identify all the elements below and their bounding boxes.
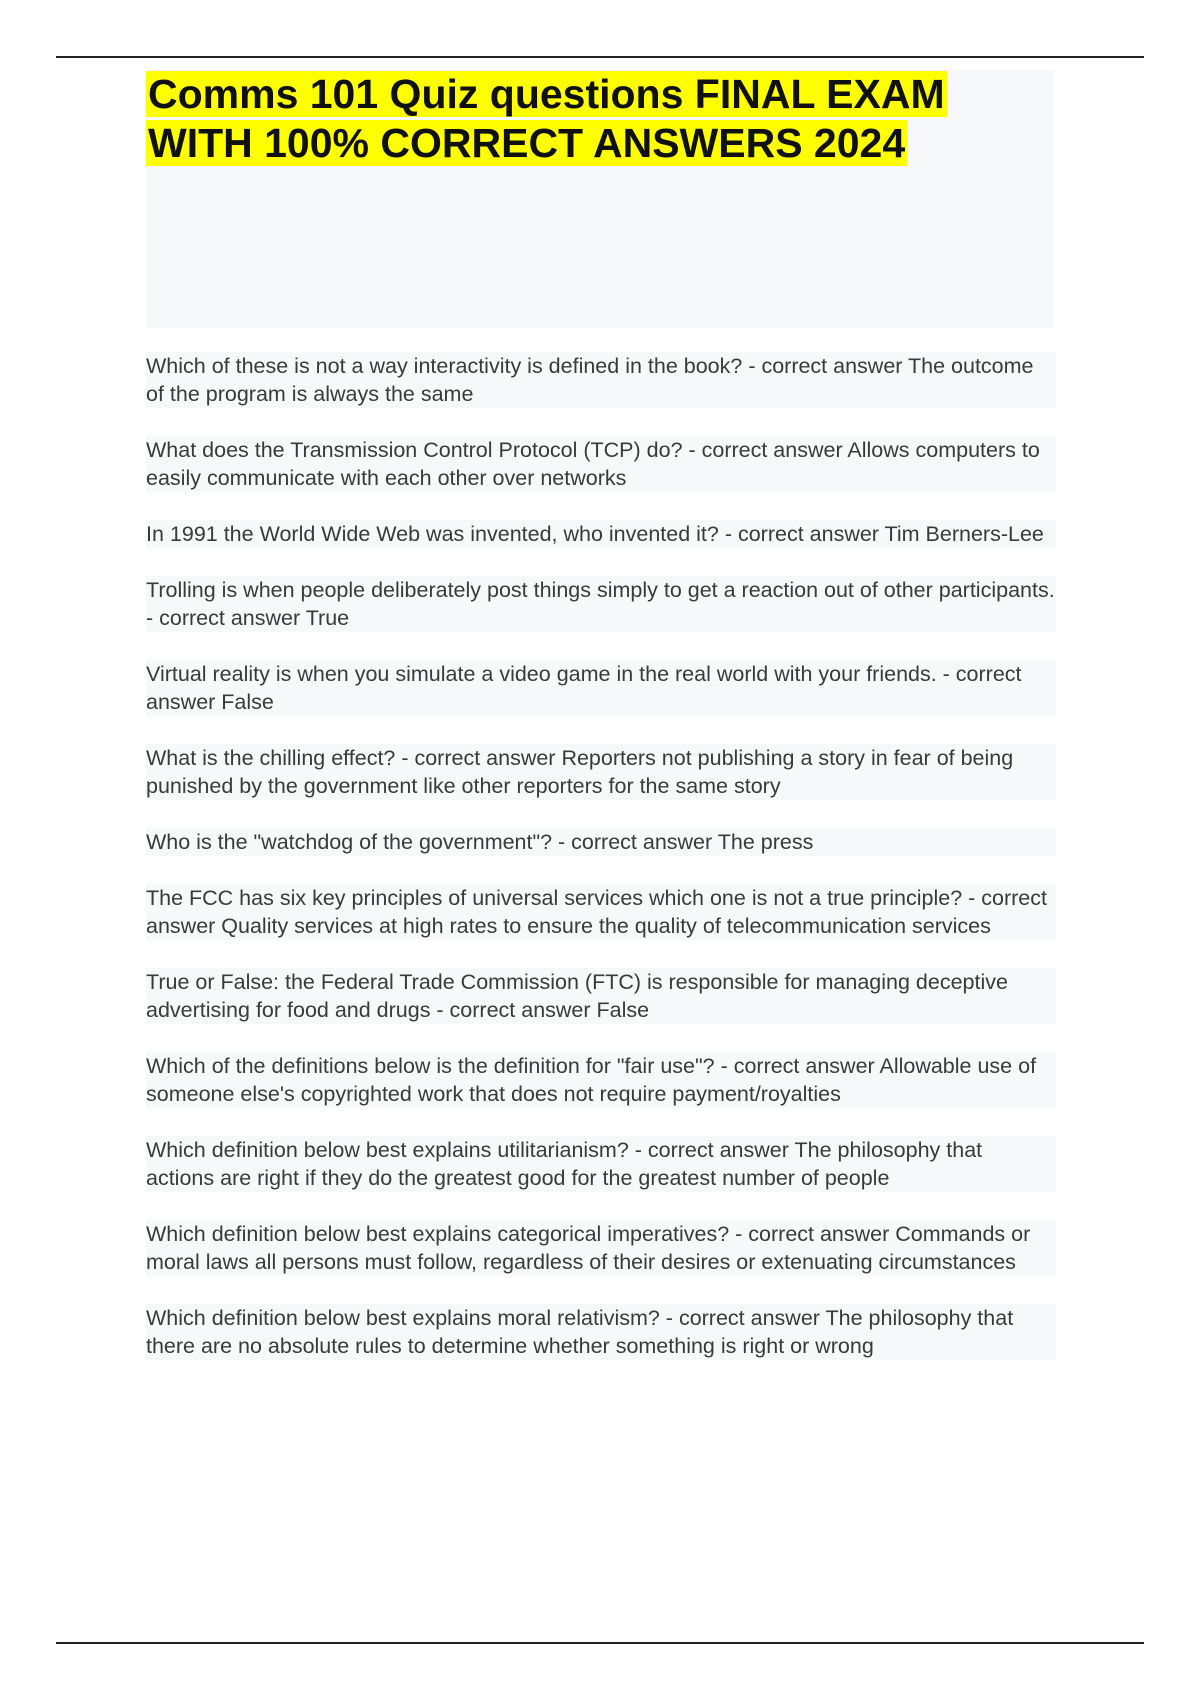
page-title — [146, 70, 1054, 168]
qa-item-10: Which of the definitions below is the definition for "fair use"? - correct answer Allowable use of someone else's copyrighted work that does not require payment/royalties — [146, 1052, 1056, 1108]
qa-item-9: True or False: the Federal Trade Commission (FTC) is responsible for managing deceptive advertising for food and drugs - correct answer False — [146, 968, 1056, 1024]
qa-item-1: Which of these is not a way interactivity is defined in the book? - correct answer The outcome of the program is always the same — [146, 352, 1056, 408]
qa-item-5: Virtual reality is when you simulate a video game in the real world with your friends. - correct answer False — [146, 660, 1056, 716]
qa-list — [146, 352, 1056, 1388]
qa-item-4: Trolling is when people deliberately post things simply to get a reaction out of other participants. - correct answer True — [146, 578, 1055, 630]
top-rule — [56, 56, 1144, 58]
title-block — [146, 70, 1054, 328]
qa-item-3: In 1991 the World Wide Web was invented, who invented it? - correct answer Tim Berners-Lee — [146, 520, 1056, 548]
bottom-rule — [56, 1642, 1144, 1644]
qa-item-8: The FCC has six key principles of universal services which one is not a true principle? - correct answer Quality services at high rates to ensure the quality of telecommunication services — [146, 884, 1056, 940]
qa-item-13: Which definition below best explains moral relativism? - correct answer The philosophy that there are no absolute rules to determine whether something is right or wrong — [146, 1304, 1056, 1360]
title-highlight: Comms 101 Quiz questions FINAL EXAM WITH 100% CORRECT ANSWERS 2024 — [148, 71, 945, 166]
qa-item-6: What is the chilling effect? - correct answer Reporters not publishing a story in fear of being punished by the government like other reporters for the same story — [146, 744, 1056, 800]
qa-item-7: Who is the "watchdog of the government"? - correct answer The press — [146, 828, 1056, 856]
qa-item-12: Which definition below best explains categorical imperatives? - correct answer Commands or moral laws all persons must follow, regardless of their desires or extenuating circumstances — [146, 1220, 1056, 1276]
qa-item-2: What does the Transmission Control Protocol (TCP) do? - correct answer Allows computers to easily communicate with each other over networks — [146, 436, 1056, 492]
qa-item-11: Which definition below best explains utilitarianism? - correct answer The philosophy that actions are right if they do the greatest good for the greatest number of people — [146, 1136, 1056, 1192]
